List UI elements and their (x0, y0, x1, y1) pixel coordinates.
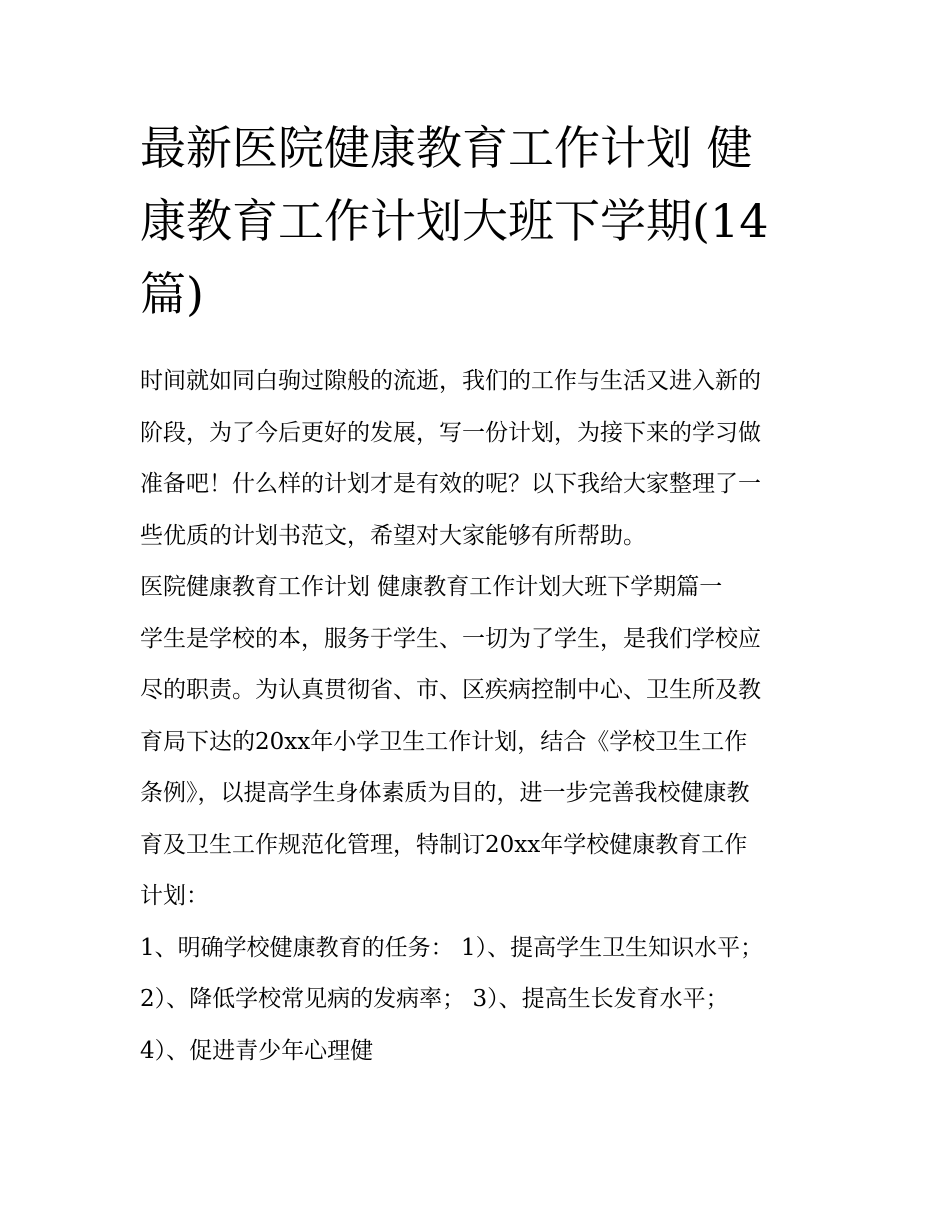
title-line: 篇) (140, 267, 204, 321)
paragraph-line: 条例》，以提高学生身体素质为目的，进一步完善我校健康教 (140, 780, 750, 806)
paragraph-line: 尽的职责。为认真贯彻省、市、区疾病控制中心、卫生所及教 (140, 677, 761, 703)
paragraph-line: 育及卫生工作规范化管理，特制订20xx年学校健康教育工作 (140, 831, 748, 858)
title-line: 最新医院健康教育工作计划 健 (140, 121, 753, 175)
list-line: 1、明确学校健康教育的任务： 1）、提高学生卫生知识水平； (140, 934, 764, 961)
intro-line: 些优质的计划书范文，希望对大家能够有所帮助。 (140, 522, 646, 549)
section-heading: 医院健康教育工作计划 健康教育工作计划大班下学期篇一 (140, 574, 723, 600)
list-line: 2）、降低学校常见病的发病率； 3）、提高生长发育水平； (140, 986, 729, 1012)
paragraph-line: 计划： (140, 883, 209, 909)
list-line: 4）、促进青少年心理健 (140, 1037, 374, 1064)
intro-line: 时间就如同白驹过隙般的流逝，我们的工作与生活又进入新的 (140, 368, 761, 394)
paragraph-line: 育局下达的20xx年小学卫生工作计划，结合《学校卫生工作 (140, 728, 748, 755)
intro-line: 准备吧！什么样的计划才是有效的呢？以下我给大家整理了一 (140, 471, 761, 497)
paragraph-line: 学生是学校的本，服务于学生、一切为了学生，是我们学校应 (140, 625, 761, 652)
document-body (140, 356, 820, 1077)
title-line: 康教育工作计划大班下学期(14 (140, 194, 769, 248)
document-title (140, 112, 810, 331)
intro-line: 阶段，为了今后更好的发展，写一份计划，为接下来的学习做 (140, 419, 761, 446)
